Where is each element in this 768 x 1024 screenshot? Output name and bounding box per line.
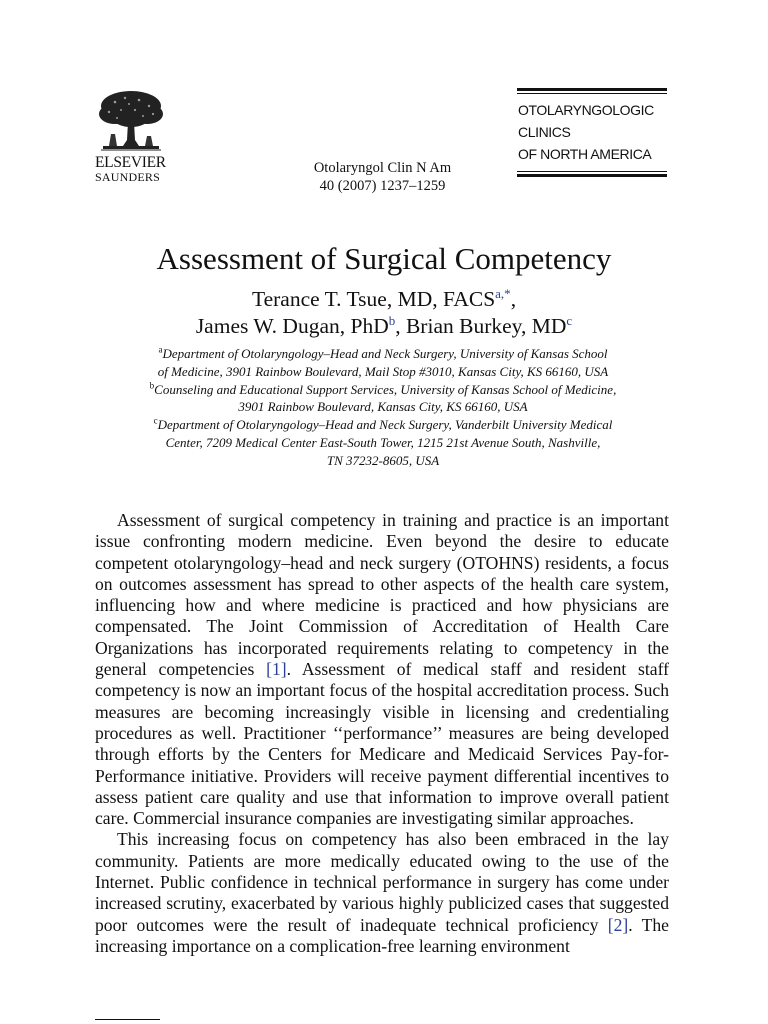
reference-link[interactable]: [1]: [266, 659, 287, 680]
paragraph-text: Assessment of surgical competency in training and practice is an important issue confronting modern medicine. Even beyond the desire to educate competent otolaryngology–head and neck surgery (OTOHNS) residents, a focus on outcomes assessment has spread to other aspects of the health care system, influencing how and where medicine is practiced and how physicians are compensated. The Joint Commission of Accreditation of Health Care Organizations has incorporated requirements relating to competency in the general competencies: [95, 510, 669, 680]
journal-name-line2: CLINICS: [518, 124, 571, 140]
publisher-logo: [95, 88, 170, 183]
body-paragraph: [95, 829, 669, 957]
affiliation-a: [105, 345, 661, 381]
affiliation-text: Center, 7209 Medical Center East-South Tower, 1215 21st Avenue South, Nashville,: [165, 434, 601, 450]
body-paragraph: [95, 510, 669, 829]
author-list: [0, 286, 768, 340]
paragraph-text: This increasing focus on competency has also been embraced in the lay community. Patients are more medically educated owing to the use of the Internet. Public confidence in technical performance in surgery has come under increased scrutiny, exacerbated by various highly publicized cases that suggested poor outcomes were the result of inadequate technical proficiency: [95, 829, 669, 935]
author-separator: ,: [395, 314, 401, 338]
affiliation-text: 3901 Rainbow Boulevard, Kansas City, KS 66160, USA: [238, 399, 528, 415]
journal-masthead: [517, 88, 667, 177]
affiliation-mark: c: [153, 415, 158, 426]
author-line-1: [0, 286, 768, 313]
affiliations: [105, 345, 661, 470]
author-separator: ,: [510, 287, 517, 311]
author-name: Brian Burkey, MD: [405, 314, 567, 338]
journal-name: [517, 94, 667, 171]
paragraph-text: . Assessment of medical staff and resident staff competency is now an important focus of the hospital accreditation process. Such measures are becoming increasingly visible in licensing and credentialing procedures as well. Practitioner ‘‘performance’’ measures are being developed through efforts by the Centers for Medicare and Medicaid Services Pay-for-Performance initiative. Providers will receive payment differential incentives to assess patient care quality and use that information to improve overall patient care. Commercial insurance companies are investigating similar approaches.: [95, 659, 670, 829]
author-affiliation-mark[interactable]: a,*: [495, 285, 511, 301]
publisher-imprint: SAUNDERS: [95, 170, 160, 184]
affiliation-text: Department of Otolaryngology–Head and Neck Surgery, Vanderbilt University Medical: [157, 417, 613, 433]
footnote-rule: [95, 1019, 160, 1020]
citation-journal: Otolaryngol Clin N Am: [313, 160, 452, 176]
affiliation-b: [105, 381, 661, 417]
citation: [290, 159, 475, 195]
affiliation-text: Department of Otolaryngology–Head and Neck Surgery, University of Kansas School: [162, 346, 608, 361]
affiliation-mark: a: [158, 344, 163, 355]
article-title: Assessment of Surgical Competency: [156, 241, 612, 276]
masthead-bottom-thin-rule: [517, 171, 667, 172]
affiliation-text: TN 37232-8605, USA: [326, 452, 440, 468]
author-affiliation-mark[interactable]: b: [388, 312, 396, 328]
journal-name-line1: OTOLARYNGOLOGIC: [518, 102, 654, 118]
reference-link[interactable]: [2]: [607, 914, 629, 935]
paragraph-text: . The increasing importance on a complication-free learning environment: [95, 914, 669, 956]
affiliation-mark: b: [149, 380, 155, 391]
citation-volume-pages: 40 (2007) 1237–1259: [319, 178, 446, 194]
masthead-bottom-rule: [517, 174, 667, 177]
affiliation-text: Counseling and Educational Support Services, University of Kansas School of Medicine,: [154, 381, 617, 397]
author-name: Terance T. Tsue, MD, FACS: [251, 287, 496, 311]
author-name: James W. Dugan, PhD: [195, 314, 389, 338]
masthead-top-rule: [517, 88, 667, 91]
elsevier-tree-icon: [95, 88, 167, 154]
publisher-name: ELSEVIER: [95, 154, 166, 171]
journal-name-line3: OF NORTH AMERICA: [518, 146, 652, 162]
author-line-2: [0, 313, 768, 340]
affiliation-c: [105, 416, 661, 469]
article-body: [95, 510, 669, 957]
affiliation-text: of Medicine, 3901 Rainbow Boulevard, Mail Stop #3010, Kansas City, KS 66160, USA: [157, 363, 609, 379]
author-affiliation-mark[interactable]: c: [566, 312, 573, 328]
